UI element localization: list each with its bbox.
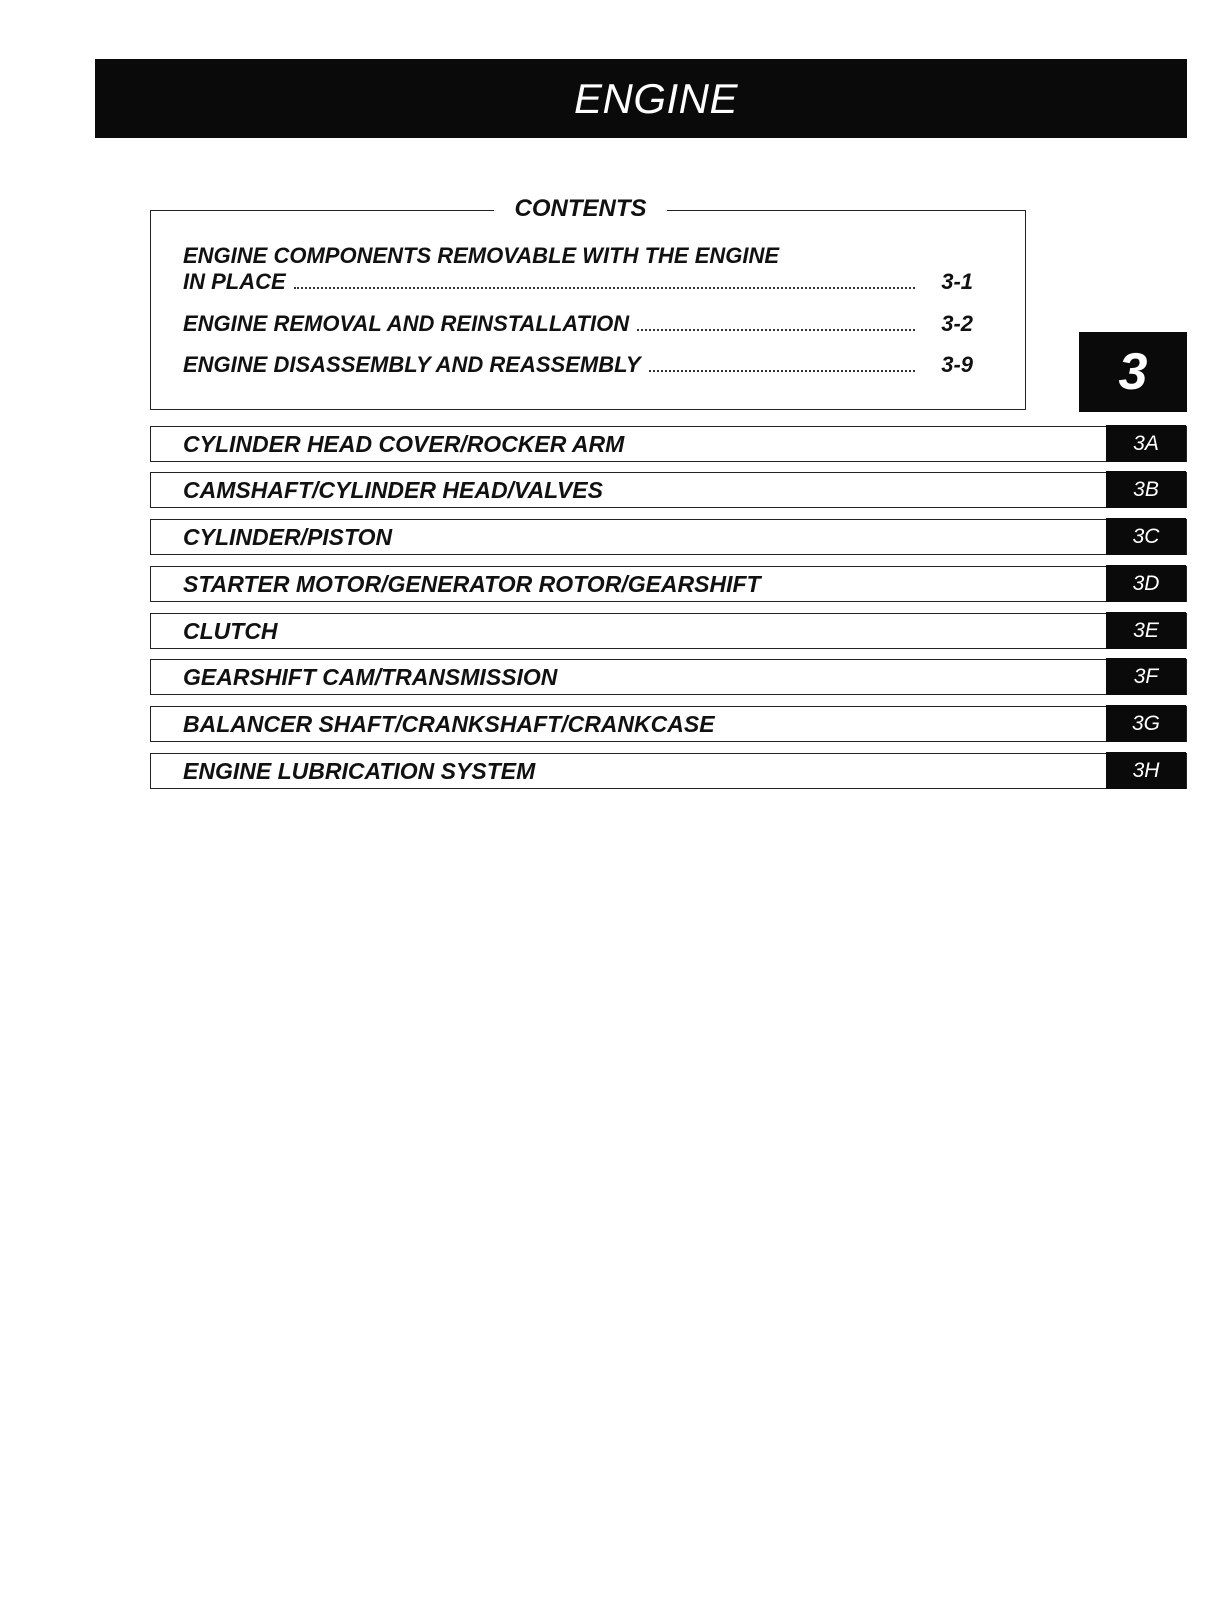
section-row-3f[interactable] bbox=[150, 659, 1187, 695]
contents-border-left bbox=[150, 210, 494, 211]
section-row-3e[interactable] bbox=[150, 613, 1187, 649]
section-row-3h[interactable] bbox=[150, 753, 1187, 789]
section-code-tab: 3B bbox=[1106, 471, 1186, 508]
section-title: CAMSHAFT/CYLINDER HEAD/VALVES bbox=[183, 477, 603, 503]
toc-page-number: 3-9 bbox=[941, 352, 973, 377]
toc-leader-dots bbox=[649, 369, 915, 372]
section-title: CYLINDER HEAD COVER/ROCKER ARM bbox=[183, 431, 625, 457]
contents-box bbox=[150, 210, 1026, 410]
toc-page-number: 3-1 bbox=[941, 269, 973, 294]
toc-page-number: 3-2 bbox=[941, 311, 973, 336]
section-title: STARTER MOTOR/GENERATOR ROTOR/GEARSHIFT bbox=[183, 571, 761, 597]
section-title: BALANCER SHAFT/CRANKSHAFT/CRANKCASE bbox=[183, 711, 715, 737]
section-code-tab: 3H bbox=[1106, 752, 1186, 789]
section-title: GEARSHIFT CAM/TRANSMISSION bbox=[183, 664, 558, 690]
chapter-title-bar bbox=[95, 59, 1187, 138]
contents-border-right bbox=[667, 210, 1026, 211]
section-code-tab: 3A bbox=[1106, 425, 1186, 462]
toc-entry-title: ENGINE DISASSEMBLY AND REASSEMBLY bbox=[183, 352, 641, 377]
toc-entry-removal[interactable] bbox=[183, 311, 973, 337]
contents-heading: CONTENTS bbox=[514, 195, 647, 222]
section-row-3c[interactable] bbox=[150, 519, 1187, 555]
toc-leader-dots bbox=[637, 328, 915, 331]
section-row-3a[interactable] bbox=[150, 426, 1187, 462]
section-code-tab: 3D bbox=[1106, 565, 1186, 602]
section-row-3b[interactable] bbox=[150, 472, 1187, 508]
toc-entry-title-line1: ENGINE COMPONENTS REMOVABLE WITH THE ENGINE bbox=[183, 243, 780, 268]
section-code-tab: 3C bbox=[1106, 518, 1186, 555]
chapter-title: ENGINE bbox=[573, 74, 739, 122]
toc-entry-components[interactable] bbox=[183, 243, 973, 295]
toc-entry-title: ENGINE REMOVAL AND REINSTALLATION bbox=[183, 311, 630, 336]
section-code-tab: 3G bbox=[1106, 705, 1186, 742]
toc-leader-dots bbox=[294, 286, 915, 289]
chapter-number: 3 bbox=[1118, 343, 1148, 401]
section-code-tab: 3E bbox=[1106, 612, 1186, 649]
toc-entry-title-line2: IN PLACE bbox=[183, 269, 286, 294]
toc-entry-disassembly[interactable] bbox=[183, 352, 973, 378]
section-title: CYLINDER/PISTON bbox=[183, 524, 393, 550]
section-title: CLUTCH bbox=[183, 618, 278, 644]
section-row-3d[interactable] bbox=[150, 566, 1187, 602]
section-title: ENGINE LUBRICATION SYSTEM bbox=[183, 758, 536, 784]
section-code-tab: 3F bbox=[1106, 658, 1186, 695]
chapter-tab[interactable] bbox=[1079, 332, 1187, 412]
section-row-3g[interactable] bbox=[150, 706, 1187, 742]
